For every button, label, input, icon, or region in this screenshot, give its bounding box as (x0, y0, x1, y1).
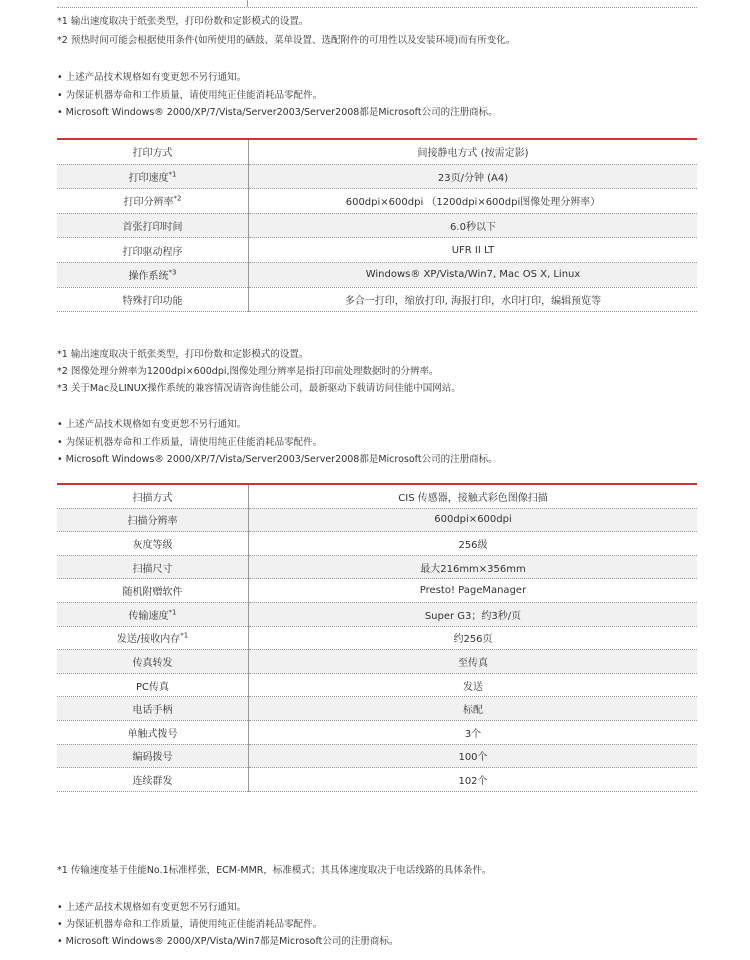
spec-label: 发送/接收内存$^{*1}$ (57, 626, 249, 650)
spec-value: 发送 (249, 673, 698, 697)
spec-label: 扫描尺寸 (57, 555, 249, 579)
disclaimer-item: • 上述产品技术规格如有变更恕不另行通知。 (57, 419, 247, 430)
table-row (57, 262, 697, 287)
spec-label: 打印方式 (57, 139, 249, 164)
footnote: *1 输出速度取决于纸张类型，打印份数和定影模式的设置。 (57, 16, 309, 27)
spec-value: 标配 (249, 697, 698, 721)
spec-value: 间接静电方式 (按需定影) (249, 139, 698, 164)
spec-label: 打印分辨率$^{*2}$ (57, 189, 249, 214)
spec-label: 打印速度$^{*1}$ (57, 164, 249, 189)
footnote: *2 预热时间可能会根据使用条件(如所使用的硒鼓、菜单设置、选配附件的可用性以及安装环境)而有所变化。 (57, 35, 516, 46)
table-row (57, 213, 697, 238)
table-row (57, 626, 697, 650)
table-row (57, 744, 697, 768)
spec-value: 256级 (249, 532, 698, 556)
spec-label: 电话手柄 (57, 697, 249, 721)
footnote: *3 关于Mac及LINUX操作系统的兼容情况请咨询佳能公司，最新驱动下载请访问佳能中国网站。 (57, 383, 461, 394)
disclaimer-item: • 为保证机器寿命和工作质量，请使用纯正佳能消耗品零配件。 (57, 919, 323, 930)
table-row (57, 484, 697, 508)
spec-label: 特殊打印功能 (57, 287, 249, 312)
spec-value: 600dpi×600dpi (249, 508, 698, 532)
spec-label: PC传真 (57, 673, 249, 697)
table-row (57, 532, 697, 556)
table-row (57, 650, 697, 674)
table-row (57, 768, 697, 792)
spec-value: 至传真 (249, 650, 698, 674)
spec-label: 扫描分辨率 (57, 508, 249, 532)
table-row (57, 673, 697, 697)
spec-value: 3个 (249, 720, 698, 744)
spec-value: Super G3；约3秒/页 (249, 602, 698, 626)
table-row (57, 164, 697, 189)
spec-label: 灰度等级 (57, 532, 249, 556)
table-row (57, 508, 697, 532)
disclaimer-item: • 为保证机器寿命和工作质量，请使用纯正佳能消耗品零配件。 (57, 437, 323, 448)
table-row (57, 238, 697, 263)
print-spec-table (57, 138, 697, 312)
table-row (57, 555, 697, 579)
spec-label: 扫描方式 (57, 484, 249, 508)
table-bottom-rule (57, 7, 697, 8)
spec-value: 最大216mm×356mm (249, 555, 698, 579)
spec-label: 操作系统$^{*3}$ (57, 262, 249, 287)
spec-value: 600dpi×600dpi （1200dpi×600dpi图像处理分辨率） (249, 189, 698, 214)
spec-value: CIS 传感器，接触式彩色图像扫描 (249, 484, 698, 508)
spec-value: Presto! PageManager (249, 579, 698, 603)
disclaimer-item: • 为保证机器寿命和工作质量，请使用纯正佳能消耗品零配件。 (57, 90, 323, 101)
table-row (57, 579, 697, 603)
footnote: *2 图像处理分辨率为1200dpi×600dpi,图像处理分辨率是指打印前处理数据时的分辨率。 (57, 366, 439, 377)
spec-label: 传输速度$^{*1}$ (57, 602, 249, 626)
spec-value: 多合一打印，缩放打印, 海报打印，水印打印，编辑预览等 (249, 287, 698, 312)
table-row (57, 602, 697, 626)
spec-label: 传真转发 (57, 650, 249, 674)
table-row (57, 139, 697, 164)
spec-value: 102个 (249, 768, 698, 792)
spec-label: 连续群发 (57, 768, 249, 792)
spec-label: 编码拨号 (57, 744, 249, 768)
spec-label: 首张打印时间 (57, 213, 249, 238)
spec-value: 约256页 (249, 626, 698, 650)
table-row (57, 720, 697, 744)
table-row (57, 697, 697, 721)
spec-value: 23页/分钟 (A4) (249, 164, 698, 189)
table-row (57, 189, 697, 214)
table-divider-stub (247, 0, 248, 7)
disclaimer-item: • Microsoft Windows® 2000/XP/Vista/Win7都是Microsoft公司的注册商标。 (57, 936, 399, 947)
spec-value: UFR II LT (249, 238, 698, 263)
scan-fax-spec-table (57, 483, 697, 792)
spec-value: Windows® XP/Vista/Win7, Mac OS X, Linux (249, 262, 698, 287)
footnote: *1 传输速度基于佳能No.1标准样张，ECM-MMR，标准模式；其具体速度取决于电话线路的具体条件。 (57, 865, 492, 876)
spec-label: 打印驱动程序 (57, 238, 249, 263)
disclaimer-item: • Microsoft Windows® 2000/XP/7/Vista/Server2003/Server2008都是Microsoft公司的注册商标。 (57, 454, 498, 465)
spec-value: 100个 (249, 744, 698, 768)
spec-value: 6.0秒以下 (249, 213, 698, 238)
footnote: *1 输出速度取决于纸张类型，打印份数和定影模式的设置。 (57, 349, 309, 360)
disclaimer-item: • Microsoft Windows® 2000/XP/7/Vista/Server2003/Server2008都是Microsoft公司的注册商标。 (57, 107, 498, 118)
disclaimer-item: • 上述产品技术规格如有变更恕不另行通知。 (57, 72, 247, 83)
disclaimer-item: • 上述产品技术规格如有变更恕不另行通知。 (57, 902, 247, 913)
spec-label: 随机附赠软件 (57, 579, 249, 603)
table-row (57, 287, 697, 312)
spec-label: 单触式拨号 (57, 720, 249, 744)
